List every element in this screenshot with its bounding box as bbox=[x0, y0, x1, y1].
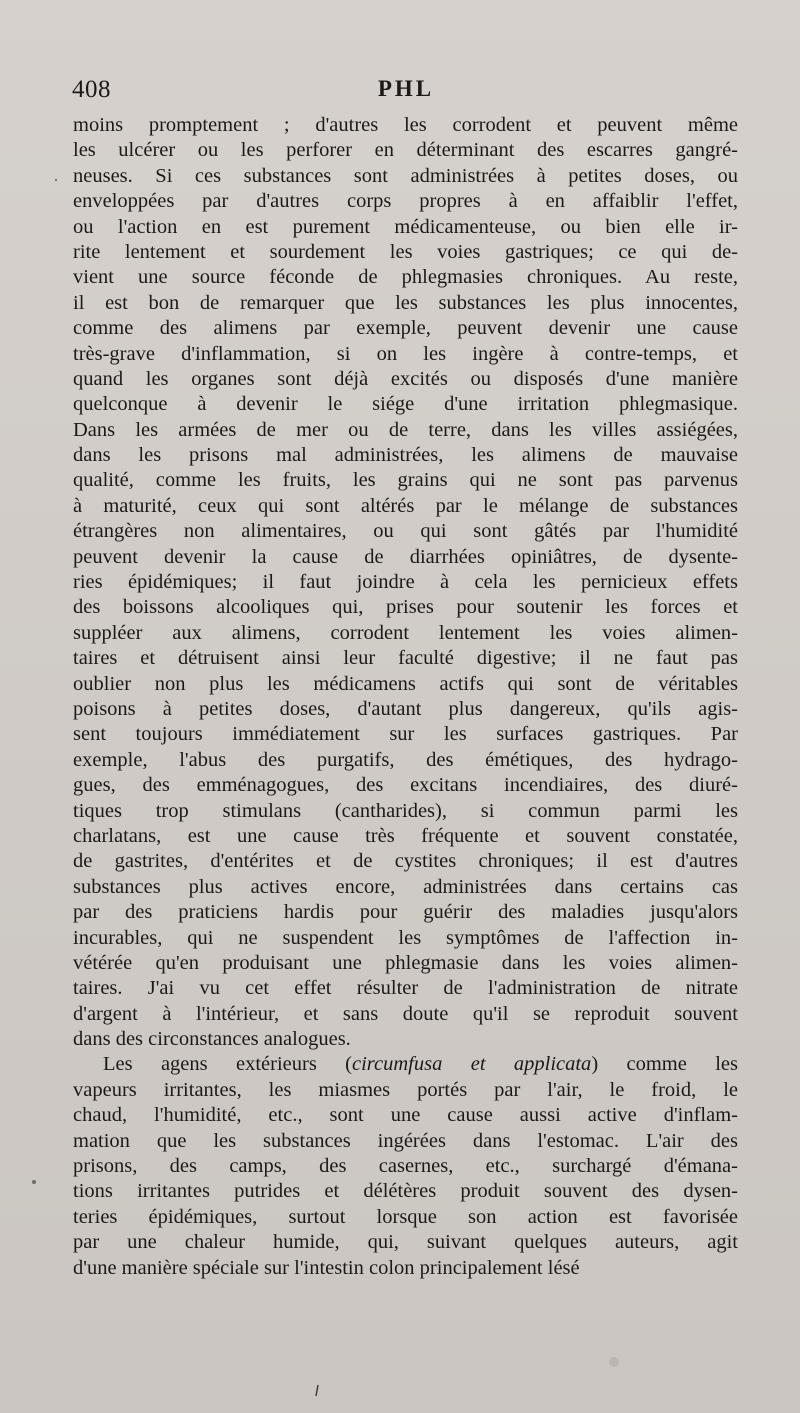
text-line: d'une manière spéciale sur l'intestin colon principalement lésé bbox=[73, 1256, 580, 1279]
latin-phrase: circumfusa et applicata bbox=[352, 1053, 592, 1076]
text-line: teries épidémiques, surtout lorsque son action est favorisée bbox=[73, 1205, 738, 1228]
text-line: tiques trop stimulans (cantharides), si commun parmi les bbox=[73, 799, 738, 822]
text-line: dans des circonstances analogues. bbox=[73, 1028, 351, 1051]
text-line: vient une source féconde de phlegmasies chroniques. Au reste, bbox=[73, 266, 738, 289]
text-line: taires. J'ai vu cet effet résulter de l'administration de nitrate bbox=[73, 977, 738, 1000]
text-line: de gastrites, d'entérites et de cystites chroniques; il est d'autres bbox=[73, 850, 738, 873]
text-line: étrangères non alimentaires, ou qui sont gâtés par l'humidité bbox=[73, 520, 738, 543]
text-line: prisons, des camps, des casernes, etc., surchargé d'émana- bbox=[73, 1155, 738, 1178]
running-head: PHL bbox=[377, 76, 435, 101]
text-line: chaud, l'humidité, etc., sont une cause aussi active d'inflam- bbox=[73, 1104, 738, 1127]
text-line: très-grave d'inflammation, si on les ingère à contre-temps, et bbox=[73, 342, 738, 365]
text-line: sent toujours immédiatement sur les surfaces gastriques. Par bbox=[73, 723, 738, 746]
text-line: par une chaleur humide, qui, suivant quelques auteurs, agit bbox=[73, 1231, 738, 1254]
text-line: charlatans, est une cause très fréquente et souvent constatée, bbox=[73, 824, 738, 847]
text-line: vétérée qu'en produisant une phlegmasie dans les voies alimen- bbox=[73, 951, 738, 974]
text-line: oublier non plus les médicamens actifs qui sont de véritables bbox=[73, 672, 738, 695]
text-line: substances plus actives encore, administrées dans certains cas bbox=[73, 875, 738, 898]
text-line: ou l'action en est purement médicamenteuse, ou bien elle ir- bbox=[73, 215, 738, 238]
text-line: rite lentement et sourdement les voies gastriques; ce qui de- bbox=[73, 240, 738, 263]
paragraph bbox=[73, 1052, 738, 1281]
text-line: gues, des emménagogues, des excitans incendiaires, des diuré- bbox=[73, 774, 738, 797]
text-line: mation que les substances ingérées dans l'estomac. L'air des bbox=[73, 1129, 738, 1152]
text-line: incurables, qui ne suspendent les symptômes de l'affection in- bbox=[73, 926, 738, 949]
body-text bbox=[73, 113, 738, 1281]
text-line: Dans les armées de mer ou de terre, dans les villes assiégées, bbox=[73, 418, 738, 441]
text-line: exemple, l'abus des purgatifs, des émétiques, des hydrago- bbox=[73, 748, 738, 771]
text-line: moins promptement ; d'autres les corrodent et peuvent même bbox=[73, 114, 738, 136]
text-line: il est bon de remarquer que les substances les plus innocentes, bbox=[73, 291, 738, 314]
text-line: poisons à petites doses, d'autant plus dangereux, qu'ils agis- bbox=[73, 697, 738, 720]
text-line: taires et détruisent ainsi leur faculté digestive; il ne faut pas bbox=[73, 647, 738, 670]
text-line: Les agens extérieurs (circumfusa et applicata) comme les bbox=[103, 1053, 738, 1076]
text-line: ries épidémiques; il faut joindre à cela les pernicieux effets bbox=[73, 571, 738, 594]
text-line: vapeurs irritantes, les miasmes portés par l'air, le froid, le bbox=[73, 1078, 738, 1101]
text-line: enveloppées par d'autres corps propres à en affaiblir l'effet, bbox=[73, 190, 738, 213]
text-line: neuses. Si ces substances sont administrées à petites doses, ou bbox=[73, 164, 738, 187]
page-header bbox=[72, 76, 740, 108]
text-line: des boissons alcooliques qui, prises pour soutenir les forces et bbox=[73, 596, 738, 619]
text-line: tions irritantes putrides et délétères produit souvent des dysen- bbox=[73, 1180, 738, 1203]
text-line: peuvent devenir la cause de diarrhées opiniâtres, de dysente- bbox=[73, 545, 738, 568]
text-line: qualité, comme les fruits, les grains qui ne sont pas parvenus bbox=[73, 469, 738, 492]
text-line: par des praticiens hardis pour guérir des maladies jusqu'alors bbox=[73, 901, 738, 924]
text-line: suppléer aux alimens, corrodent lentement les voies alimen- bbox=[73, 621, 738, 644]
text-line: quelconque à devenir le siége d'une irritation phlegmasique. bbox=[73, 393, 738, 416]
page-number: 408 bbox=[72, 76, 111, 103]
text-line: d'argent à l'intérieur, et sans doute qu'il se reproduit souvent bbox=[73, 1002, 738, 1025]
text-line: quand les organes sont déjà excités ou disposés d'une manière bbox=[73, 367, 738, 390]
text-line: comme des alimens par exemple, peuvent devenir une cause bbox=[73, 317, 738, 340]
paragraph bbox=[73, 113, 738, 1052]
text-line: à maturité, ceux qui sont altérés par le mélange de substances bbox=[73, 494, 738, 517]
text-line: dans les prisons mal administrées, les alimens de mauvaise bbox=[73, 444, 738, 467]
text-line: les ulcérer ou les perforer en déterminant des escarres gangré- bbox=[73, 139, 738, 162]
